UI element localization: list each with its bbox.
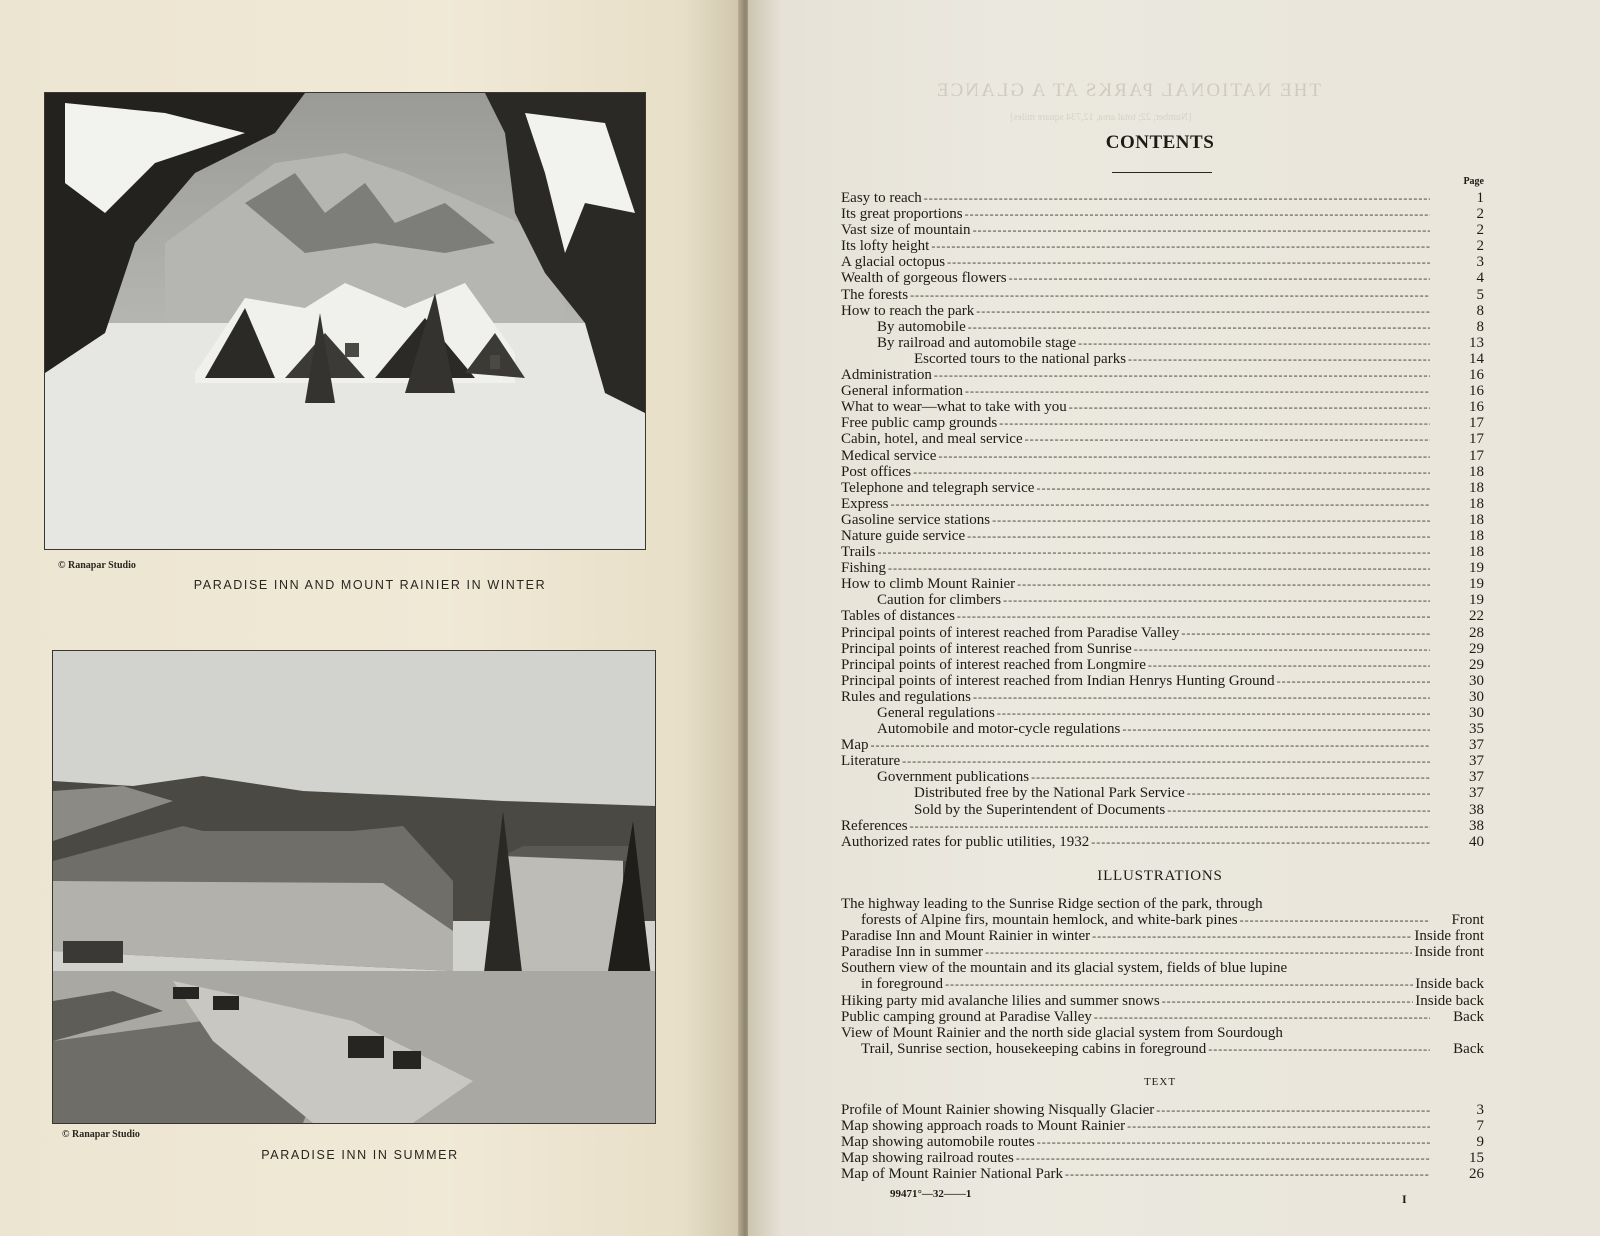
toc-entry xyxy=(841,222,1484,238)
toc-entry xyxy=(841,737,1484,753)
illustration-page: Inside back xyxy=(1415,992,1484,1009)
illustration-entry xyxy=(841,928,1484,944)
illustration-row xyxy=(841,944,1484,960)
dot-leader xyxy=(1187,785,1430,801)
toc-entry xyxy=(841,785,1484,801)
entry-page: 17 xyxy=(1469,431,1484,448)
dot-leader xyxy=(1134,641,1430,657)
toc-entry xyxy=(841,544,1484,560)
dot-leader xyxy=(1003,592,1430,608)
entry-title: Cabin, hotel, and meal service xyxy=(841,431,1023,448)
entry-title: Trails xyxy=(841,544,876,561)
toc-entry xyxy=(841,270,1484,286)
dot-leader xyxy=(910,287,1430,303)
illustration-entry xyxy=(841,944,1484,960)
entry-title: Authorized rates for public utilities, 1932 xyxy=(841,833,1090,850)
dot-leader xyxy=(1078,335,1430,351)
photo-credit-winter: © Ranapar Studio xyxy=(58,560,136,571)
entry-title: Rules and regulations xyxy=(841,688,971,705)
toc-entry xyxy=(841,576,1484,592)
illustration-title: forests of Alpine firs, mountain hemlock, and white-bark pines xyxy=(861,912,1238,929)
dot-leader xyxy=(1128,351,1430,367)
dot-leader xyxy=(1031,769,1430,785)
dot-leader xyxy=(992,512,1430,528)
entry-title: What to wear—what to take with you xyxy=(841,399,1067,416)
entry-page: 16 xyxy=(1469,367,1484,384)
caption-winter: PARADISE INN AND MOUNT RAINIER IN WINTER xyxy=(193,578,547,592)
entry-page: 14 xyxy=(1469,350,1484,367)
entry-title: A glacial octopus xyxy=(841,254,946,271)
toc-entry xyxy=(841,673,1484,689)
toc-entry xyxy=(841,560,1484,576)
entry-title: The forests xyxy=(841,286,909,303)
contents-list xyxy=(841,190,1484,850)
dot-leader xyxy=(965,383,1430,399)
toc-entry xyxy=(841,641,1484,657)
entry-page: 18 xyxy=(1469,495,1484,512)
entry-title: Telephone and telegraph service xyxy=(841,479,1035,496)
dot-leader xyxy=(1037,1134,1430,1150)
entry-title: Nature guide service xyxy=(841,527,966,544)
dot-leader xyxy=(938,448,1430,464)
page-number: I xyxy=(1402,1192,1407,1206)
bleed-through-subtitle: [Number, 22; total area, 12,734 square miles] xyxy=(1010,112,1192,123)
illustrations-list xyxy=(841,896,1484,1057)
toc-entry xyxy=(841,238,1484,254)
toc-entry xyxy=(841,818,1484,834)
summer-photo-image xyxy=(53,651,655,1123)
entry-page: 35 xyxy=(1469,721,1484,738)
entry-page: 28 xyxy=(1469,624,1484,641)
entry-page: 5 xyxy=(1476,286,1484,303)
text-figures-list xyxy=(841,1102,1484,1182)
toc-entry xyxy=(841,319,1484,335)
entry-title: References xyxy=(841,817,908,834)
illustration-row xyxy=(841,912,1484,928)
toc-entry xyxy=(841,415,1484,431)
entry-title: Map showing railroad routes xyxy=(841,1150,1014,1167)
entry-page: 37 xyxy=(1469,785,1484,802)
toc-entry xyxy=(841,464,1484,480)
text-figures-title: TEXT xyxy=(1143,1076,1177,1088)
entry-page: 30 xyxy=(1469,688,1484,705)
entry-title: Vast size of mountain xyxy=(841,222,971,239)
dot-leader xyxy=(1181,625,1430,641)
dot-leader xyxy=(1036,480,1430,496)
illustration-entry xyxy=(841,1009,1484,1025)
toc-entry xyxy=(841,625,1484,641)
dot-leader xyxy=(902,753,1430,769)
entry-page: 29 xyxy=(1469,656,1484,673)
toc-entry xyxy=(841,383,1484,399)
photo-paradise-inn-winter xyxy=(44,92,646,550)
winter-photo-image xyxy=(45,93,645,549)
entry-title: Administration xyxy=(841,367,932,384)
entry-title: Caution for climbers xyxy=(877,592,1002,609)
photo-credit-summer: © Ranapar Studio xyxy=(62,1129,140,1140)
dot-leader xyxy=(1025,431,1430,447)
toc-entry xyxy=(841,1102,1484,1118)
toc-entry xyxy=(841,206,1484,222)
entry-page: 19 xyxy=(1469,576,1484,593)
entry-title: How to climb Mount Rainier xyxy=(841,576,1016,593)
toc-entry xyxy=(841,721,1484,737)
entry-page: 8 xyxy=(1476,318,1484,335)
dot-leader xyxy=(1122,721,1430,737)
toc-entry xyxy=(841,1166,1484,1182)
toc-entry xyxy=(841,834,1484,850)
entry-page: 13 xyxy=(1469,334,1484,351)
entry-page: 38 xyxy=(1469,801,1484,818)
dot-leader xyxy=(1156,1102,1430,1118)
entry-page: 22 xyxy=(1469,608,1484,625)
entry-title: Gasoline service stations xyxy=(841,511,991,528)
illustrations-title: ILLUSTRATIONS xyxy=(1097,868,1223,884)
toc-entry xyxy=(841,431,1484,447)
dot-leader xyxy=(1208,1041,1430,1057)
entry-page: 18 xyxy=(1469,479,1484,496)
entry-title: Principal points of interest reached from Indian Henrys Hunting Ground xyxy=(841,672,1275,689)
illustration-line1: The highway leading to the Sunrise Ridge section of the park, through xyxy=(841,896,1263,912)
dot-leader xyxy=(968,319,1430,335)
toc-entry xyxy=(841,592,1484,608)
entry-title: Distributed free by the National Park Service xyxy=(914,785,1185,802)
dot-leader xyxy=(1016,1150,1430,1166)
illustration-title: Trail, Sunrise section, housekeeping cabins in foreground xyxy=(861,1040,1207,1057)
entry-page: 37 xyxy=(1469,769,1484,786)
dot-leader xyxy=(910,818,1430,834)
entry-title: Free public camp grounds xyxy=(841,415,998,432)
dot-leader xyxy=(1065,1166,1430,1182)
toc-entry xyxy=(841,448,1484,464)
dot-leader xyxy=(1017,576,1430,592)
toc-entry xyxy=(841,802,1484,818)
entry-title: Map xyxy=(841,737,869,754)
entry-title: Government publications xyxy=(877,769,1030,786)
toc-entry xyxy=(841,1150,1484,1166)
toc-entry xyxy=(841,190,1484,206)
illustration-row xyxy=(841,928,1484,944)
dot-leader xyxy=(1009,270,1430,286)
dot-leader xyxy=(999,415,1430,431)
toc-entry xyxy=(841,753,1484,769)
title-rule xyxy=(1112,172,1212,173)
dot-leader xyxy=(965,206,1430,222)
dot-leader xyxy=(957,608,1430,624)
entry-page: 26 xyxy=(1469,1166,1484,1183)
entry-page: 19 xyxy=(1469,592,1484,609)
dot-leader xyxy=(947,254,1430,270)
left-page xyxy=(0,0,742,1236)
entry-title: Principal points of interest reached from Sunrise xyxy=(841,640,1132,657)
illustration-title: Paradise Inn and Mount Rainier in winter xyxy=(841,928,1091,945)
dot-leader xyxy=(1092,928,1412,944)
entry-title: Escorted tours to the national parks xyxy=(914,350,1127,367)
toc-entry xyxy=(841,254,1484,270)
entry-title: General regulations xyxy=(877,705,995,721)
illustration-page: Inside back xyxy=(1415,976,1484,993)
toc-entry xyxy=(841,689,1484,705)
entry-title: Sold by the Superintendent of Documents xyxy=(914,801,1166,818)
entry-title: By railroad and automobile stage xyxy=(877,334,1077,351)
illustration-line1: View of Mount Rainier and the north side glacial system from Sourdough xyxy=(841,1024,1283,1041)
dot-leader xyxy=(985,944,1412,960)
illustration-page: Back xyxy=(1453,1040,1484,1057)
toc-entry xyxy=(841,367,1484,383)
entry-page: 38 xyxy=(1469,817,1484,834)
illustration-page: Front xyxy=(1451,912,1484,929)
entry-title: Its lofty height xyxy=(841,238,930,255)
dot-leader xyxy=(1240,912,1430,928)
entry-page: 19 xyxy=(1469,560,1484,577)
entry-page: 30 xyxy=(1469,705,1484,721)
entry-page: 18 xyxy=(1469,527,1484,544)
entry-page: 40 xyxy=(1469,833,1484,850)
toc-entry xyxy=(841,287,1484,303)
entry-title: Fishing xyxy=(841,560,887,577)
caption-summer: PARADISE INN IN SUMMER xyxy=(261,1148,459,1162)
print-code: 99471°—32——1 xyxy=(890,1188,972,1200)
entry-page: 30 xyxy=(1469,672,1484,689)
dot-leader xyxy=(1167,802,1430,818)
entry-title: Literature xyxy=(841,753,901,770)
dot-leader xyxy=(888,560,1430,576)
entry-title: By automobile xyxy=(877,318,966,335)
entry-page: 4 xyxy=(1476,270,1484,287)
entry-title: Map of Mount Rainier National Park xyxy=(841,1166,1064,1183)
illustration-title: in foreground xyxy=(861,976,944,993)
toc-entry xyxy=(841,528,1484,544)
illustration-entry xyxy=(841,1025,1484,1057)
dot-leader xyxy=(1162,993,1414,1009)
entry-title: Automobile and motor-cycle regulations xyxy=(877,721,1121,738)
dot-leader xyxy=(973,222,1430,238)
illustration-page: Back xyxy=(1453,1008,1484,1025)
entry-title: Map showing automobile routes xyxy=(841,1134,1035,1151)
dot-leader xyxy=(877,544,1430,560)
entry-page: 18 xyxy=(1469,511,1484,528)
toc-entry xyxy=(841,496,1484,512)
entry-page: 18 xyxy=(1469,544,1484,561)
entry-title: How to reach the park xyxy=(841,302,975,319)
dot-leader xyxy=(931,238,1430,254)
entry-page: 8 xyxy=(1476,302,1484,319)
entry-page: 18 xyxy=(1469,463,1484,480)
illustration-entry xyxy=(841,896,1484,928)
dot-leader xyxy=(1091,834,1430,850)
illustration-page: Inside front xyxy=(1414,928,1484,945)
entry-page: 2 xyxy=(1476,206,1484,223)
entry-page: 29 xyxy=(1469,640,1484,657)
entry-title: Map showing approach roads to Mount Rainier xyxy=(841,1118,1126,1135)
entry-title: Principal points of interest reached from Longmire xyxy=(841,656,1146,673)
dot-leader xyxy=(945,976,1413,992)
toc-entry xyxy=(841,351,1484,367)
entry-title: Medical service xyxy=(841,447,937,464)
entry-title: General information xyxy=(841,383,964,400)
toc-entry xyxy=(841,608,1484,624)
contents-title: CONTENTS xyxy=(1105,132,1215,153)
toc-entry xyxy=(841,480,1484,496)
bleed-through-title: THE NATIONAL PARKS AT A GLANCE xyxy=(935,80,1322,101)
dot-leader xyxy=(973,689,1430,705)
entry-page: 16 xyxy=(1469,399,1484,416)
toc-entry xyxy=(841,335,1484,351)
dot-leader xyxy=(913,464,1430,480)
photo-paradise-inn-summer xyxy=(52,650,656,1124)
entry-title: Easy to reach xyxy=(841,190,922,206)
dot-leader xyxy=(1094,1009,1430,1025)
entry-title: Principal points of interest reached from Paradise Valley xyxy=(841,624,1180,641)
illustration-title: Hiking party mid avalanche lilies and summer snows xyxy=(841,992,1160,1009)
entry-page: 16 xyxy=(1469,383,1484,400)
entry-page: 3 xyxy=(1476,254,1484,271)
page-column-header: Page xyxy=(1463,176,1484,187)
dot-leader xyxy=(934,367,1430,383)
dot-leader xyxy=(1069,399,1430,415)
entry-title: Tables of distances xyxy=(841,608,955,625)
entry-title: Profile of Mount Rainier showing Nisqually Glacier xyxy=(841,1102,1155,1118)
dot-leader xyxy=(891,496,1431,512)
entry-page: 17 xyxy=(1469,415,1484,432)
dot-leader xyxy=(871,737,1431,753)
toc-entry xyxy=(841,303,1484,319)
entry-page: 15 xyxy=(1469,1150,1484,1167)
entry-page: 9 xyxy=(1476,1134,1484,1151)
illustration-title: Public camping ground at Paradise Valley xyxy=(841,1008,1092,1025)
dot-leader xyxy=(1127,1118,1430,1134)
entry-title: Wealth of gorgeous flowers xyxy=(841,270,1007,287)
toc-entry xyxy=(841,399,1484,415)
illustration-row xyxy=(841,1041,1484,1057)
entry-page: 37 xyxy=(1469,753,1484,770)
illustration-entry xyxy=(841,993,1484,1009)
entry-title: Express xyxy=(841,495,889,512)
entry-title: Post offices xyxy=(841,463,912,480)
toc-entry xyxy=(841,1134,1484,1150)
entry-page: 2 xyxy=(1476,222,1484,239)
illustration-row xyxy=(841,993,1484,1009)
entry-page: 7 xyxy=(1476,1118,1484,1135)
illustration-title: Paradise Inn in summer xyxy=(841,944,984,961)
toc-entry xyxy=(841,1118,1484,1134)
entry-page: 17 xyxy=(1469,447,1484,464)
toc-entry xyxy=(841,705,1484,721)
illustration-row xyxy=(841,976,1484,992)
toc-entry xyxy=(841,769,1484,785)
illustration-entry xyxy=(841,960,1484,992)
entry-page: 1 xyxy=(1476,190,1484,206)
illustration-row xyxy=(841,1009,1484,1025)
entry-title: Its great proportions xyxy=(841,206,963,223)
dot-leader xyxy=(1277,673,1430,689)
entry-page: 3 xyxy=(1476,1102,1484,1118)
illustration-line1: Southern view of the mountain and its glacial system, fields of blue lupine xyxy=(841,960,1288,977)
toc-entry xyxy=(841,657,1484,673)
illustration-page: Inside front xyxy=(1414,944,1484,961)
dot-leader xyxy=(997,705,1430,721)
toc-entry xyxy=(841,512,1484,528)
dot-leader xyxy=(924,190,1430,206)
dot-leader xyxy=(976,303,1430,319)
entry-page: 2 xyxy=(1476,238,1484,255)
dot-leader xyxy=(1148,657,1430,673)
dot-leader xyxy=(967,528,1430,544)
entry-page: 37 xyxy=(1469,737,1484,754)
